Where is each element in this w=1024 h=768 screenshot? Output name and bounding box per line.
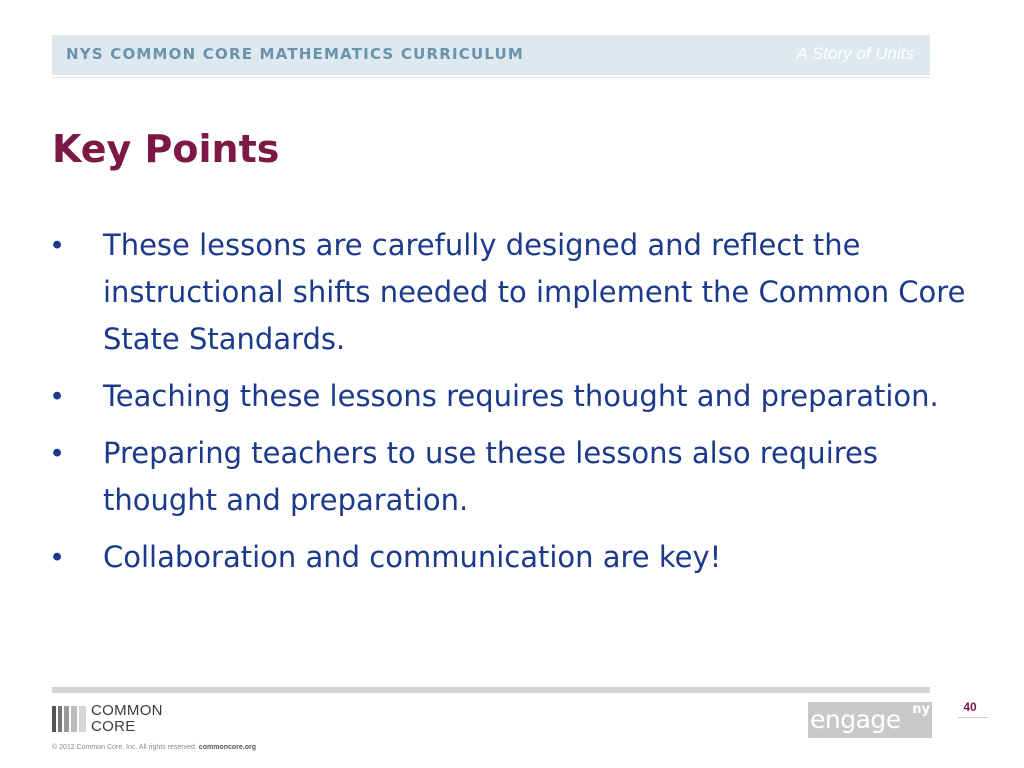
bullet-icon: • <box>52 541 63 573</box>
bullet-text: Collaboration and communication are key! <box>103 540 722 574</box>
bullet-text: Teaching these lessons requires thought and preparation. <box>103 379 939 413</box>
copyright <box>52 744 256 751</box>
bullet-item <box>52 430 972 524</box>
header-divider <box>52 77 930 78</box>
bullet-icon: • <box>52 229 63 261</box>
bullet-item <box>52 534 972 581</box>
copyright-text: © 2012 Common Core, Inc. All rights reserved. <box>52 744 197 751</box>
bullet-icon: • <box>52 437 63 469</box>
logo-line-2: CORE <box>91 718 136 735</box>
page-number-underline <box>958 717 988 718</box>
header-bar <box>52 35 930 75</box>
engage-ny-sup: ny <box>912 702 930 717</box>
common-core-wordmark <box>91 703 163 735</box>
common-core-logo <box>52 703 252 737</box>
bullet-list <box>52 222 972 591</box>
page-number: 40 <box>963 700 977 714</box>
bullet-item <box>52 373 972 420</box>
engage-ny-logo <box>808 702 932 738</box>
copyright-link[interactable]: commoncore.org <box>198 744 256 751</box>
common-core-mark-icon <box>52 706 86 732</box>
bullet-item <box>52 222 972 363</box>
curriculum-label: NYS COMMON CORE MATHEMATICS CURRICULUM <box>66 45 525 63</box>
bullet-icon: • <box>52 380 63 412</box>
logo-line-1: COMMON <box>91 702 163 719</box>
engage-text: engage <box>810 705 901 734</box>
story-label: A Story of Units <box>796 44 914 63</box>
bullet-text: Preparing teachers to use these lessons also requires thought and preparation. <box>103 436 878 517</box>
bullet-text: These lessons are carefully designed and reflect the instructional shifts needed to implement the Common Core State Standards. <box>103 228 966 356</box>
slide-title: Key Points <box>52 127 280 171</box>
footer-divider <box>52 687 930 693</box>
